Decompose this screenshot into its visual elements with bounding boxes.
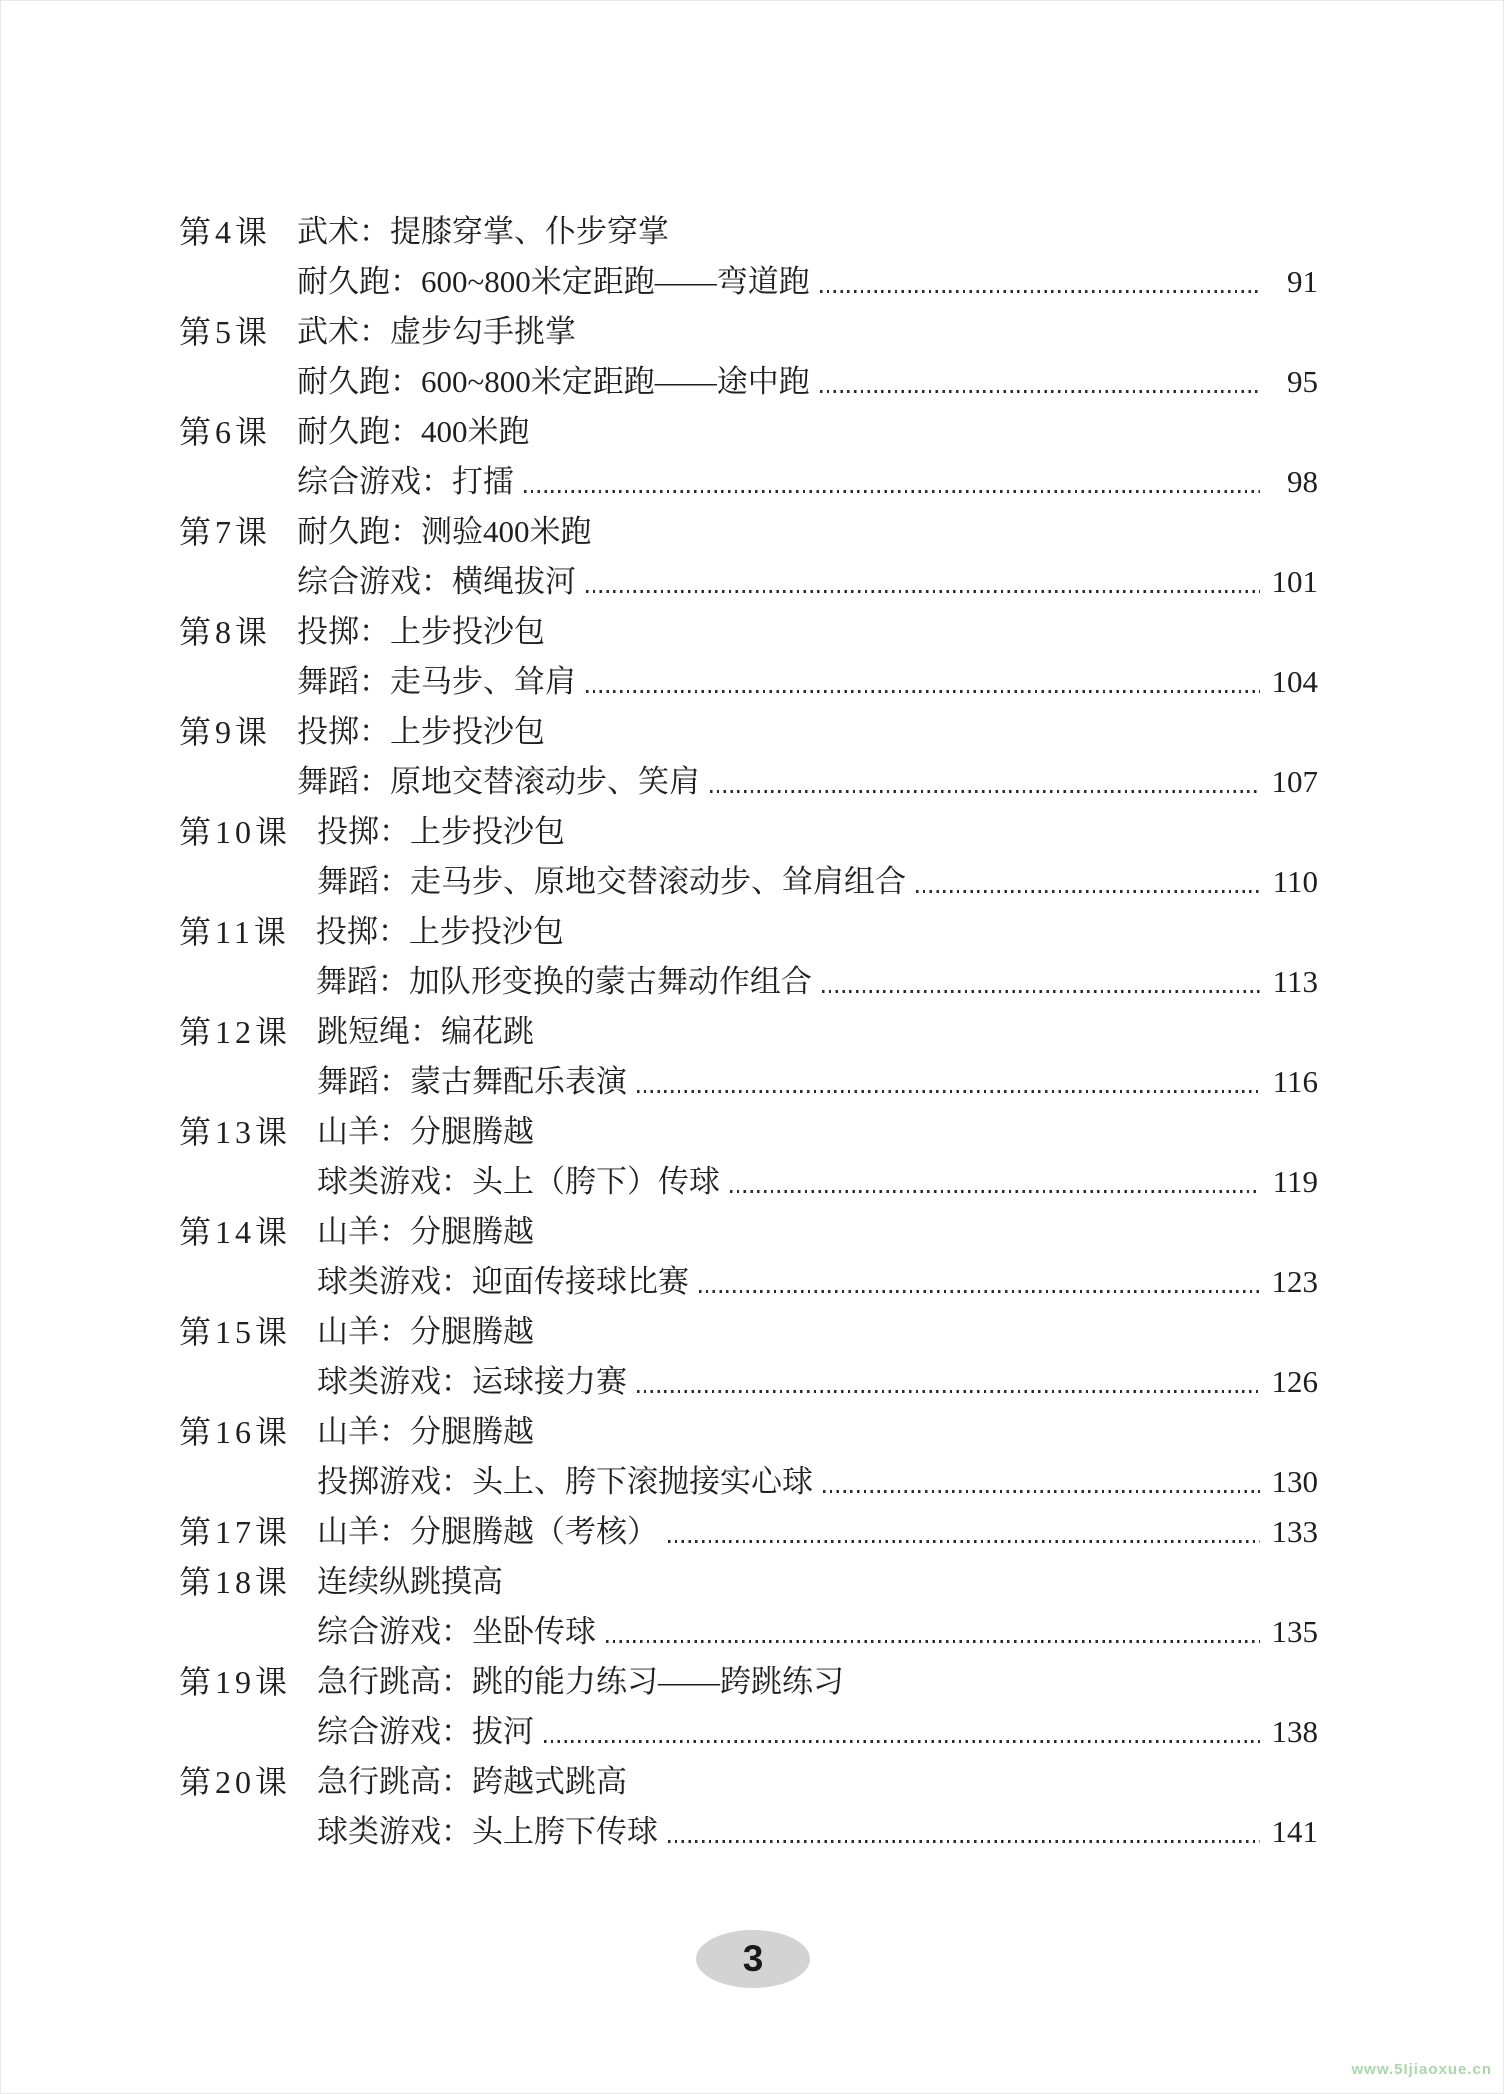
- lesson-activity-text: 耐久跑：400米跑: [297, 414, 530, 449]
- dot-leader-icon: [730, 1190, 1260, 1193]
- dot-leader-icon: [699, 1290, 1260, 1293]
- dot-leader-icon: [637, 1390, 1260, 1393]
- toc-lesson: [179, 1007, 1318, 1107]
- lesson-activity-text: 山羊：分腿腾越: [317, 1214, 535, 1249]
- lesson-activity-text: 投掷：上步投沙包: [297, 614, 546, 649]
- lesson-activity-text: 急行跳高：跨越式跳高: [317, 1764, 628, 1799]
- toc-lesson: [179, 707, 1318, 807]
- lesson-activity-text: 耐久跑：测验400米跑: [297, 514, 592, 549]
- lesson-activity-text: 山羊：分腿腾越: [317, 1114, 535, 1149]
- lesson-number-label: 第8课: [179, 614, 272, 650]
- lesson-activity-text: 投掷：上步投沙包: [317, 814, 566, 849]
- lesson-activity-text: 投掷：上步投沙包: [315, 914, 564, 949]
- toc-line: [297, 507, 1318, 557]
- lesson-activity-text: 球类游戏：头上胯下传球: [317, 1814, 659, 1849]
- toc-line: [317, 1507, 1318, 1557]
- lesson-activity-text: 投掷游戏：头上、胯下滚抛接实心球: [317, 1464, 814, 1499]
- toc-line: [316, 907, 1318, 957]
- lesson-activity-text: 球类游戏：头上（胯下）传球: [317, 1164, 721, 1199]
- toc-line: [316, 957, 1318, 1007]
- lesson-activity-text: 山羊：分腿腾越: [317, 1414, 535, 1449]
- toc-line: [297, 357, 1318, 407]
- lesson-activity-text: 山羊：分腿腾越: [317, 1314, 535, 1349]
- dot-leader-icon: [820, 390, 1260, 393]
- page-ref-number: 133: [1271, 1514, 1318, 1549]
- toc-lesson: [179, 507, 1318, 607]
- toc-line: [317, 1157, 1318, 1207]
- lesson-activity-text: 耐久跑：600~800米定距跑——弯道跑: [297, 264, 810, 299]
- lesson-number-label: 第5课: [179, 314, 272, 350]
- lesson-activity-text: 耐久跑：600~800米定距跑——途中跑: [297, 364, 810, 399]
- page-number: 3: [742, 1938, 764, 1979]
- lesson-number-label: 第11课: [179, 914, 290, 950]
- page-ref-number: 101: [1271, 564, 1318, 599]
- toc-line: [317, 1457, 1318, 1507]
- watermark: www.5Ijiaoxue.cn: [1351, 2061, 1492, 2078]
- toc-line: [317, 1057, 1318, 1107]
- lesson-number-label: 第14课: [179, 1214, 292, 1250]
- page-ref-number: 95: [1287, 364, 1318, 399]
- lesson-activity-text: 综合游戏：拔河: [317, 1714, 535, 1749]
- lesson-activity-text: 跳短绳：编花跳: [317, 1014, 535, 1049]
- toc-line: [317, 1307, 1318, 1357]
- toc-lesson: [179, 807, 1318, 907]
- lesson-activity-text: 舞蹈：走马步、耸肩: [297, 664, 577, 699]
- page-number-badge: [696, 1930, 810, 1988]
- lesson-activity-text: 综合游戏：打擂: [297, 464, 515, 499]
- lesson-lines: [317, 807, 1318, 907]
- dot-leader-icon: [606, 1640, 1260, 1643]
- dot-leader-icon: [586, 590, 1260, 593]
- toc-lesson: [179, 607, 1318, 707]
- lesson-activity-text: 舞蹈：蒙古舞配乐表演: [317, 1064, 628, 1099]
- page-ref-number: 110: [1272, 864, 1318, 899]
- lesson-lines: [317, 1207, 1318, 1307]
- lesson-lines: [297, 207, 1318, 307]
- dot-leader-icon: [820, 290, 1260, 293]
- toc-line: [297, 657, 1318, 707]
- lesson-number-label: 第4课: [179, 214, 272, 250]
- lesson-activity-text: 球类游戏：运球接力赛: [317, 1364, 628, 1399]
- page-ref-number: 123: [1271, 1264, 1318, 1299]
- toc-lesson: [179, 1407, 1318, 1507]
- lesson-activity-text: 舞蹈：加队形变换的蒙古舞动作组合: [315, 964, 812, 999]
- toc-line: [297, 257, 1318, 307]
- toc-line: [317, 1657, 1318, 1707]
- dot-leader-icon: [823, 1490, 1260, 1493]
- page-ref-number: 141: [1271, 1814, 1318, 1849]
- toc-line: [317, 1257, 1318, 1307]
- page-ref-number: 98: [1287, 464, 1318, 499]
- toc-line: [317, 1107, 1318, 1157]
- page-ref-number: 116: [1272, 1064, 1318, 1099]
- toc-line: [317, 1807, 1318, 1857]
- dot-leader-icon: [822, 990, 1260, 993]
- page-ref-number: 119: [1272, 1164, 1318, 1199]
- toc-lesson: [179, 907, 1318, 1007]
- lesson-number-label: 第9课: [179, 714, 272, 750]
- lesson-lines: [317, 1557, 1318, 1657]
- lesson-activity-text: 急行跳高：跳的能力练习——跨跳练习: [317, 1664, 845, 1699]
- dot-leader-icon: [710, 790, 1260, 793]
- page-ref-number: 91: [1287, 264, 1318, 299]
- toc-lesson: [179, 1207, 1318, 1307]
- lesson-number-label: 第10课: [179, 814, 292, 850]
- lesson-lines: [297, 507, 1318, 607]
- dot-leader-icon: [544, 1740, 1260, 1743]
- toc-lesson: [179, 1107, 1318, 1207]
- toc-line: [297, 407, 1318, 457]
- toc-line: [297, 307, 1318, 357]
- toc-line: [317, 1757, 1318, 1807]
- toc-line: [317, 1707, 1318, 1757]
- lesson-number-label: 第12课: [179, 1014, 292, 1050]
- toc-lesson: [179, 307, 1318, 407]
- lesson-number-label: 第6课: [179, 414, 272, 450]
- toc-line: [317, 1207, 1318, 1257]
- lesson-lines: [297, 607, 1318, 707]
- lesson-lines: [297, 307, 1318, 407]
- page-ref-number: 104: [1271, 664, 1318, 699]
- lesson-lines: [317, 1407, 1318, 1507]
- lesson-number-label: 第17课: [179, 1514, 292, 1550]
- toc-line: [317, 807, 1318, 857]
- lesson-lines: [317, 1107, 1318, 1207]
- toc-line: [317, 1407, 1318, 1457]
- toc-line: [297, 207, 1318, 257]
- dot-leader-icon: [916, 890, 1260, 893]
- toc-lesson: [179, 1657, 1318, 1757]
- lesson-lines: [316, 907, 1318, 1007]
- lesson-activity-text: 舞蹈：走马步、原地交替滚动步、耸肩组合: [317, 864, 907, 899]
- lesson-lines: [317, 1307, 1318, 1407]
- lesson-activity-text: 山羊：分腿腾越（考核）: [317, 1514, 659, 1549]
- toc-line: [317, 1557, 1318, 1607]
- lesson-activity-text: 综合游戏：坐卧传球: [317, 1614, 597, 1649]
- lesson-lines: [317, 1507, 1318, 1557]
- toc-line: [317, 1007, 1318, 1057]
- lesson-number-label: 第7课: [179, 514, 272, 550]
- lesson-lines: [317, 1757, 1318, 1857]
- lesson-number-label: 第19课: [179, 1664, 292, 1700]
- dot-leader-icon: [668, 1840, 1260, 1843]
- toc-lesson: [179, 1757, 1318, 1857]
- toc-lesson: [179, 1307, 1318, 1407]
- toc-line: [317, 1357, 1318, 1407]
- lesson-activity-text: 武术：提膝穿掌、仆步穿掌: [297, 214, 670, 249]
- page-ref-number: 107: [1271, 764, 1318, 799]
- lesson-number-label: 第16课: [179, 1414, 292, 1450]
- toc-line: [317, 1607, 1318, 1657]
- lesson-lines: [297, 407, 1318, 507]
- toc-lesson: [179, 207, 1318, 307]
- toc-line: [297, 757, 1318, 807]
- toc-lesson: [179, 407, 1318, 507]
- lesson-activity-text: 投掷：上步投沙包: [297, 714, 546, 749]
- lesson-activity-text: 球类游戏：迎面传接球比赛: [317, 1264, 690, 1299]
- page-ref-number: 113: [1272, 964, 1318, 999]
- page-ref-number: 130: [1271, 1464, 1318, 1499]
- dot-leader-icon: [586, 690, 1260, 693]
- lesson-activity-text: 舞蹈：原地交替滚动步、笑肩: [297, 764, 701, 799]
- lesson-number-label: 第15课: [179, 1314, 292, 1350]
- toc-lesson: [179, 1557, 1318, 1657]
- toc-line: [317, 857, 1318, 907]
- toc-line: [297, 457, 1318, 507]
- dot-leader-icon: [524, 490, 1260, 493]
- page-ref-number: 135: [1271, 1614, 1318, 1649]
- toc-line: [297, 707, 1318, 757]
- lesson-number-label: 第18课: [179, 1564, 292, 1600]
- lesson-lines: [297, 707, 1318, 807]
- page-ref-number: 138: [1271, 1714, 1318, 1749]
- page-ref-number: 126: [1271, 1364, 1318, 1399]
- toc-lesson: [179, 1507, 1318, 1557]
- lesson-number-label: 第13课: [179, 1114, 292, 1150]
- lesson-activity-text: 连续纵跳摸高: [317, 1564, 504, 1599]
- dot-leader-icon: [668, 1540, 1260, 1543]
- lesson-activity-text: 综合游戏：横绳拔河: [297, 564, 577, 599]
- lesson-number-label: 第20课: [179, 1764, 292, 1800]
- toc-line: [297, 607, 1318, 657]
- dot-leader-icon: [637, 1090, 1260, 1093]
- lesson-lines: [317, 1007, 1318, 1107]
- toc-list: [179, 207, 1318, 1857]
- toc-line: [297, 557, 1318, 607]
- lesson-activity-text: 武术：虚步勾手挑掌: [297, 314, 577, 349]
- lesson-lines: [317, 1657, 1318, 1757]
